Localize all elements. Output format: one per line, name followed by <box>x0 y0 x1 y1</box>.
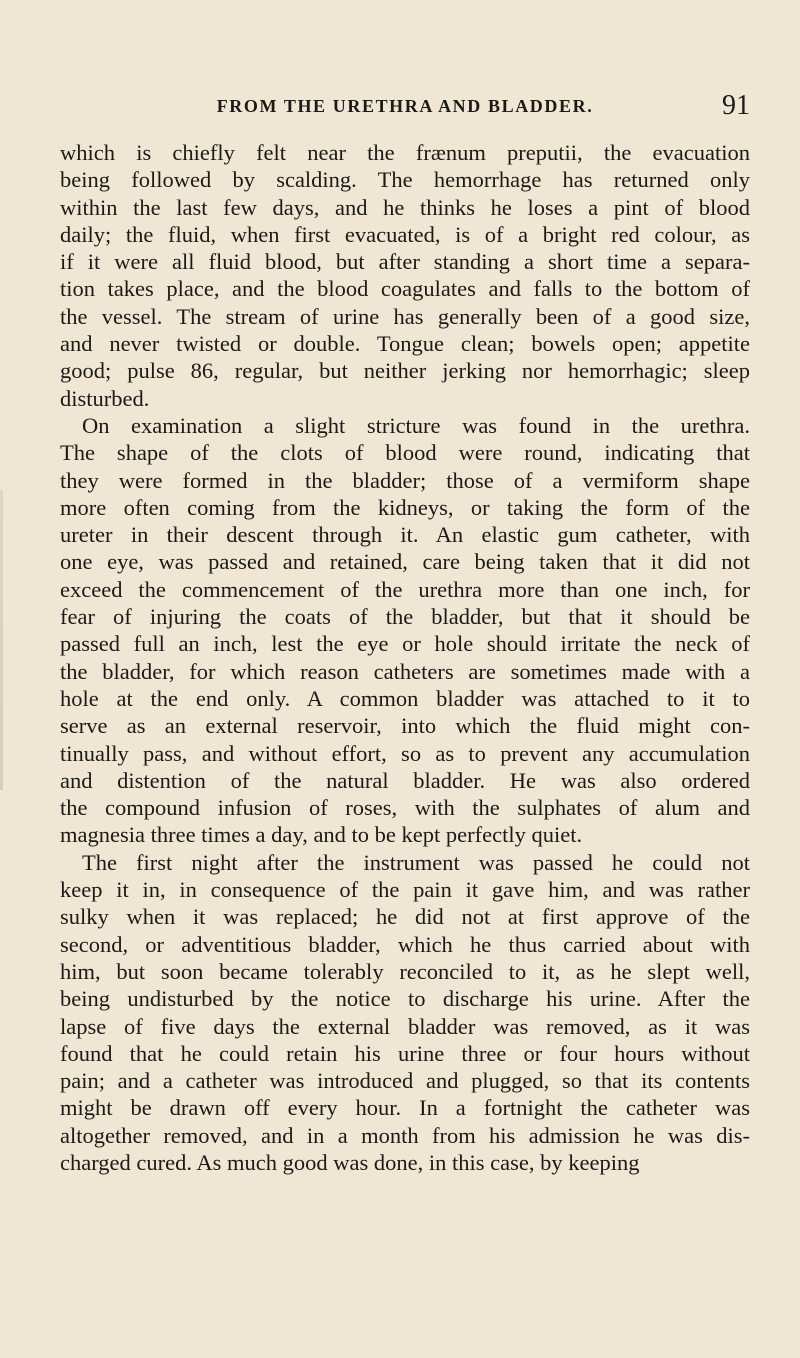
text-line: lapse of five days the external bladder was removed, as it was <box>60 1013 750 1039</box>
text-line: serve as an external reservoir, into which the fluid might con- <box>60 713 750 739</box>
text-line: charged cured. As much good was done, in this case, by keeping <box>60 1149 640 1175</box>
text-line: The first night after the instrument was passed he could not <box>82 849 750 875</box>
paragraph <box>60 139 750 412</box>
paragraph <box>60 412 750 849</box>
text-line: passed full an inch, lest the eye or hole should irritate the neck of <box>60 631 750 657</box>
text-line: magnesia three times a day, and to be kept perfectly quiet. <box>60 822 583 848</box>
running-head <box>60 92 750 122</box>
text-line: the compound infusion of roses, with the sulphates of alum and <box>60 795 750 821</box>
body-text <box>60 139 750 1176</box>
text-line: they were formed in the bladder; those of a vermiform shape <box>60 467 750 493</box>
text-line: keep it in, in consequence of the pain it gave him, and was rather <box>60 877 750 903</box>
text-line: disturbed. <box>60 385 150 411</box>
text-line: altogether removed, and in a month from his admission he was dis- <box>60 1122 750 1148</box>
text-line: within the last few days, and he thinks he loses a pint of blood <box>60 194 750 220</box>
text-line: and never twisted or double. Tongue clean; bowels open; appetite <box>60 331 750 357</box>
text-line: hole at the end only. A common bladder was attached to it to <box>60 685 750 711</box>
text-line: pain; and a catheter was introduced and plugged, so that its contents <box>60 1068 750 1094</box>
page-edge-shadow <box>0 490 3 790</box>
text-line: The shape of the clots of blood were round, indicating that <box>60 440 750 466</box>
text-line: daily; the fluid, when first evacuated, is of a bright red colour, as <box>60 221 750 247</box>
text-line: if it were all fluid blood, but after standing a short time a separa- <box>60 249 750 275</box>
text-line: On examination a slight stricture was found in the urethra. <box>82 412 750 438</box>
text-line: second, or adventitious bladder, which he thus carried about with <box>60 931 750 957</box>
text-line: ureter in their descent through it. An elastic gum catheter, with <box>60 522 750 548</box>
text-line: being followed by scalding. The hemorrhage has returned only <box>60 167 750 193</box>
page-number: 91 <box>722 90 750 121</box>
text-line: which is chiefly felt near the frænum preputii, the evacuation <box>60 140 750 165</box>
text-line: exceed the commencement of the urethra more than one inch, for <box>60 576 750 602</box>
text-line: found that he could retain his urine three or four hours without <box>60 1040 750 1066</box>
text-line: one eye, was passed and retained, care being taken that it did not <box>60 549 750 575</box>
running-title: FROM THE URETHRA AND BLADDER. <box>216 96 594 116</box>
text-line: the bladder, for which reason catheters are sometimes made with a <box>60 658 750 684</box>
text-line: sulky when it was replaced; he did not at first approve of the <box>60 904 750 930</box>
text-line: more often coming from the kidneys, or taking the form of the <box>60 494 750 520</box>
text-line: fear of injuring the coats of the bladder, but that it should be <box>60 604 750 630</box>
text-line: tinually pass, and without effort, so as to prevent any accumulation <box>60 740 750 766</box>
text-line: and distention of the natural bladder. He was also ordered <box>60 767 750 793</box>
text-line: him, but soon became tolerably reconciled to it, as he slept well, <box>60 958 750 984</box>
text-line: good; pulse 86, regular, but neither jerking nor hemorrhagic; sleep <box>60 358 750 384</box>
text-line: being undisturbed by the notice to discharge his urine. After the <box>60 986 750 1012</box>
text-line: might be drawn off every hour. In a fortnight the catheter was <box>60 1095 750 1121</box>
text-line: the vessel. The stream of urine has generally been of a good size, <box>60 303 750 329</box>
text-line: tion takes place, and the blood coagulates and falls to the bottom of <box>60 276 750 302</box>
paragraph <box>60 849 750 1177</box>
